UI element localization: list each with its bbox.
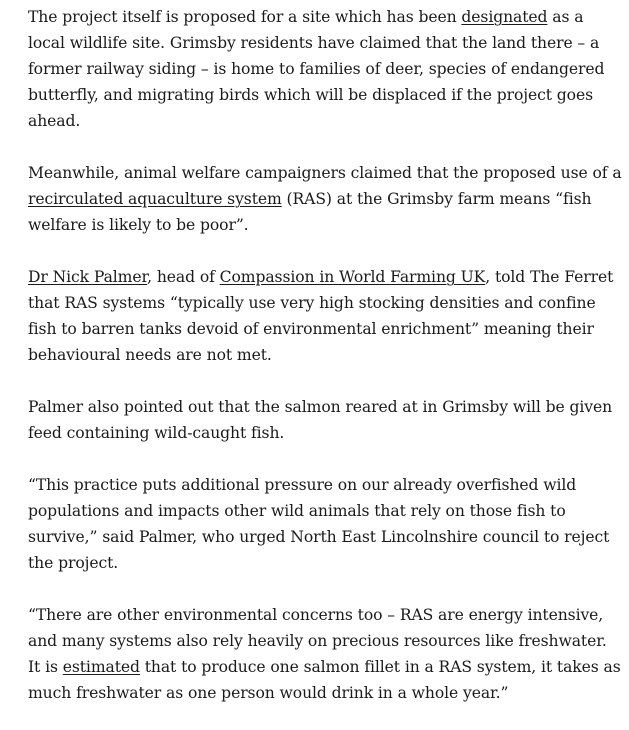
text-span: Meanwhile, animal welfare campaigners claimed that the proposed use of a — [28, 164, 622, 182]
text-span: as a local wildlife site. Grimsby residents have claimed that the land there – a former railway siding – is home to families of deer, species of endangered butterfly, and migrating birds which will be displaced if the project goes ahead. — [28, 8, 605, 130]
text-span: (RAS) at the Grimsby farm means “fish welfare is likely to be poor”. — [28, 190, 592, 234]
text-span: that to produce one salmon fillet in a RAS system, it takes as much freshwater as one person would drink in a whole year.” — [28, 658, 621, 702]
text-span: , head of — [147, 268, 220, 286]
paragraph-2 — [28, 160, 623, 238]
text-span: The project itself is proposed for a site which has been — [28, 8, 462, 26]
designated-link[interactable]: designated — [461, 8, 548, 26]
text-span: Palmer also pointed out that the salmon reared at in Grimsby will be given feed containing wild-caught fish. — [28, 398, 613, 442]
recirculated-aquaculture-system-link[interactable]: recirculated aquaculture system — [28, 190, 282, 208]
paragraph-6 — [28, 602, 623, 706]
text-span: “There are other environmental concerns too – RAS are energy intensive, and many systems also rely heavily on precious resources like freshwater. It is — [28, 606, 607, 676]
paragraph-5 — [28, 472, 623, 576]
text-span: “This practice puts additional pressure on our already overfished wild populations and impacts other wild animals that rely on those fish to survive,” said Palmer, who urged North East Lincolnshire council to reject the project. — [28, 476, 610, 572]
text-span: , told The Ferret that RAS systems “typically use very high stocking densities and confine fish to barren tanks devoid of environmental enrichment” meaning their behavioural needs are not met. — [28, 268, 614, 364]
estimated-link[interactable]: estimated — [62, 658, 140, 676]
compassion-in-world-farming-link[interactable]: Compassion in World Farming UK — [219, 268, 486, 286]
paragraph-4 — [28, 394, 623, 446]
paragraph-3 — [28, 264, 623, 368]
nick-palmer-link[interactable]: Dr Nick Palmer — [28, 268, 148, 286]
paragraph-1 — [28, 4, 623, 134]
